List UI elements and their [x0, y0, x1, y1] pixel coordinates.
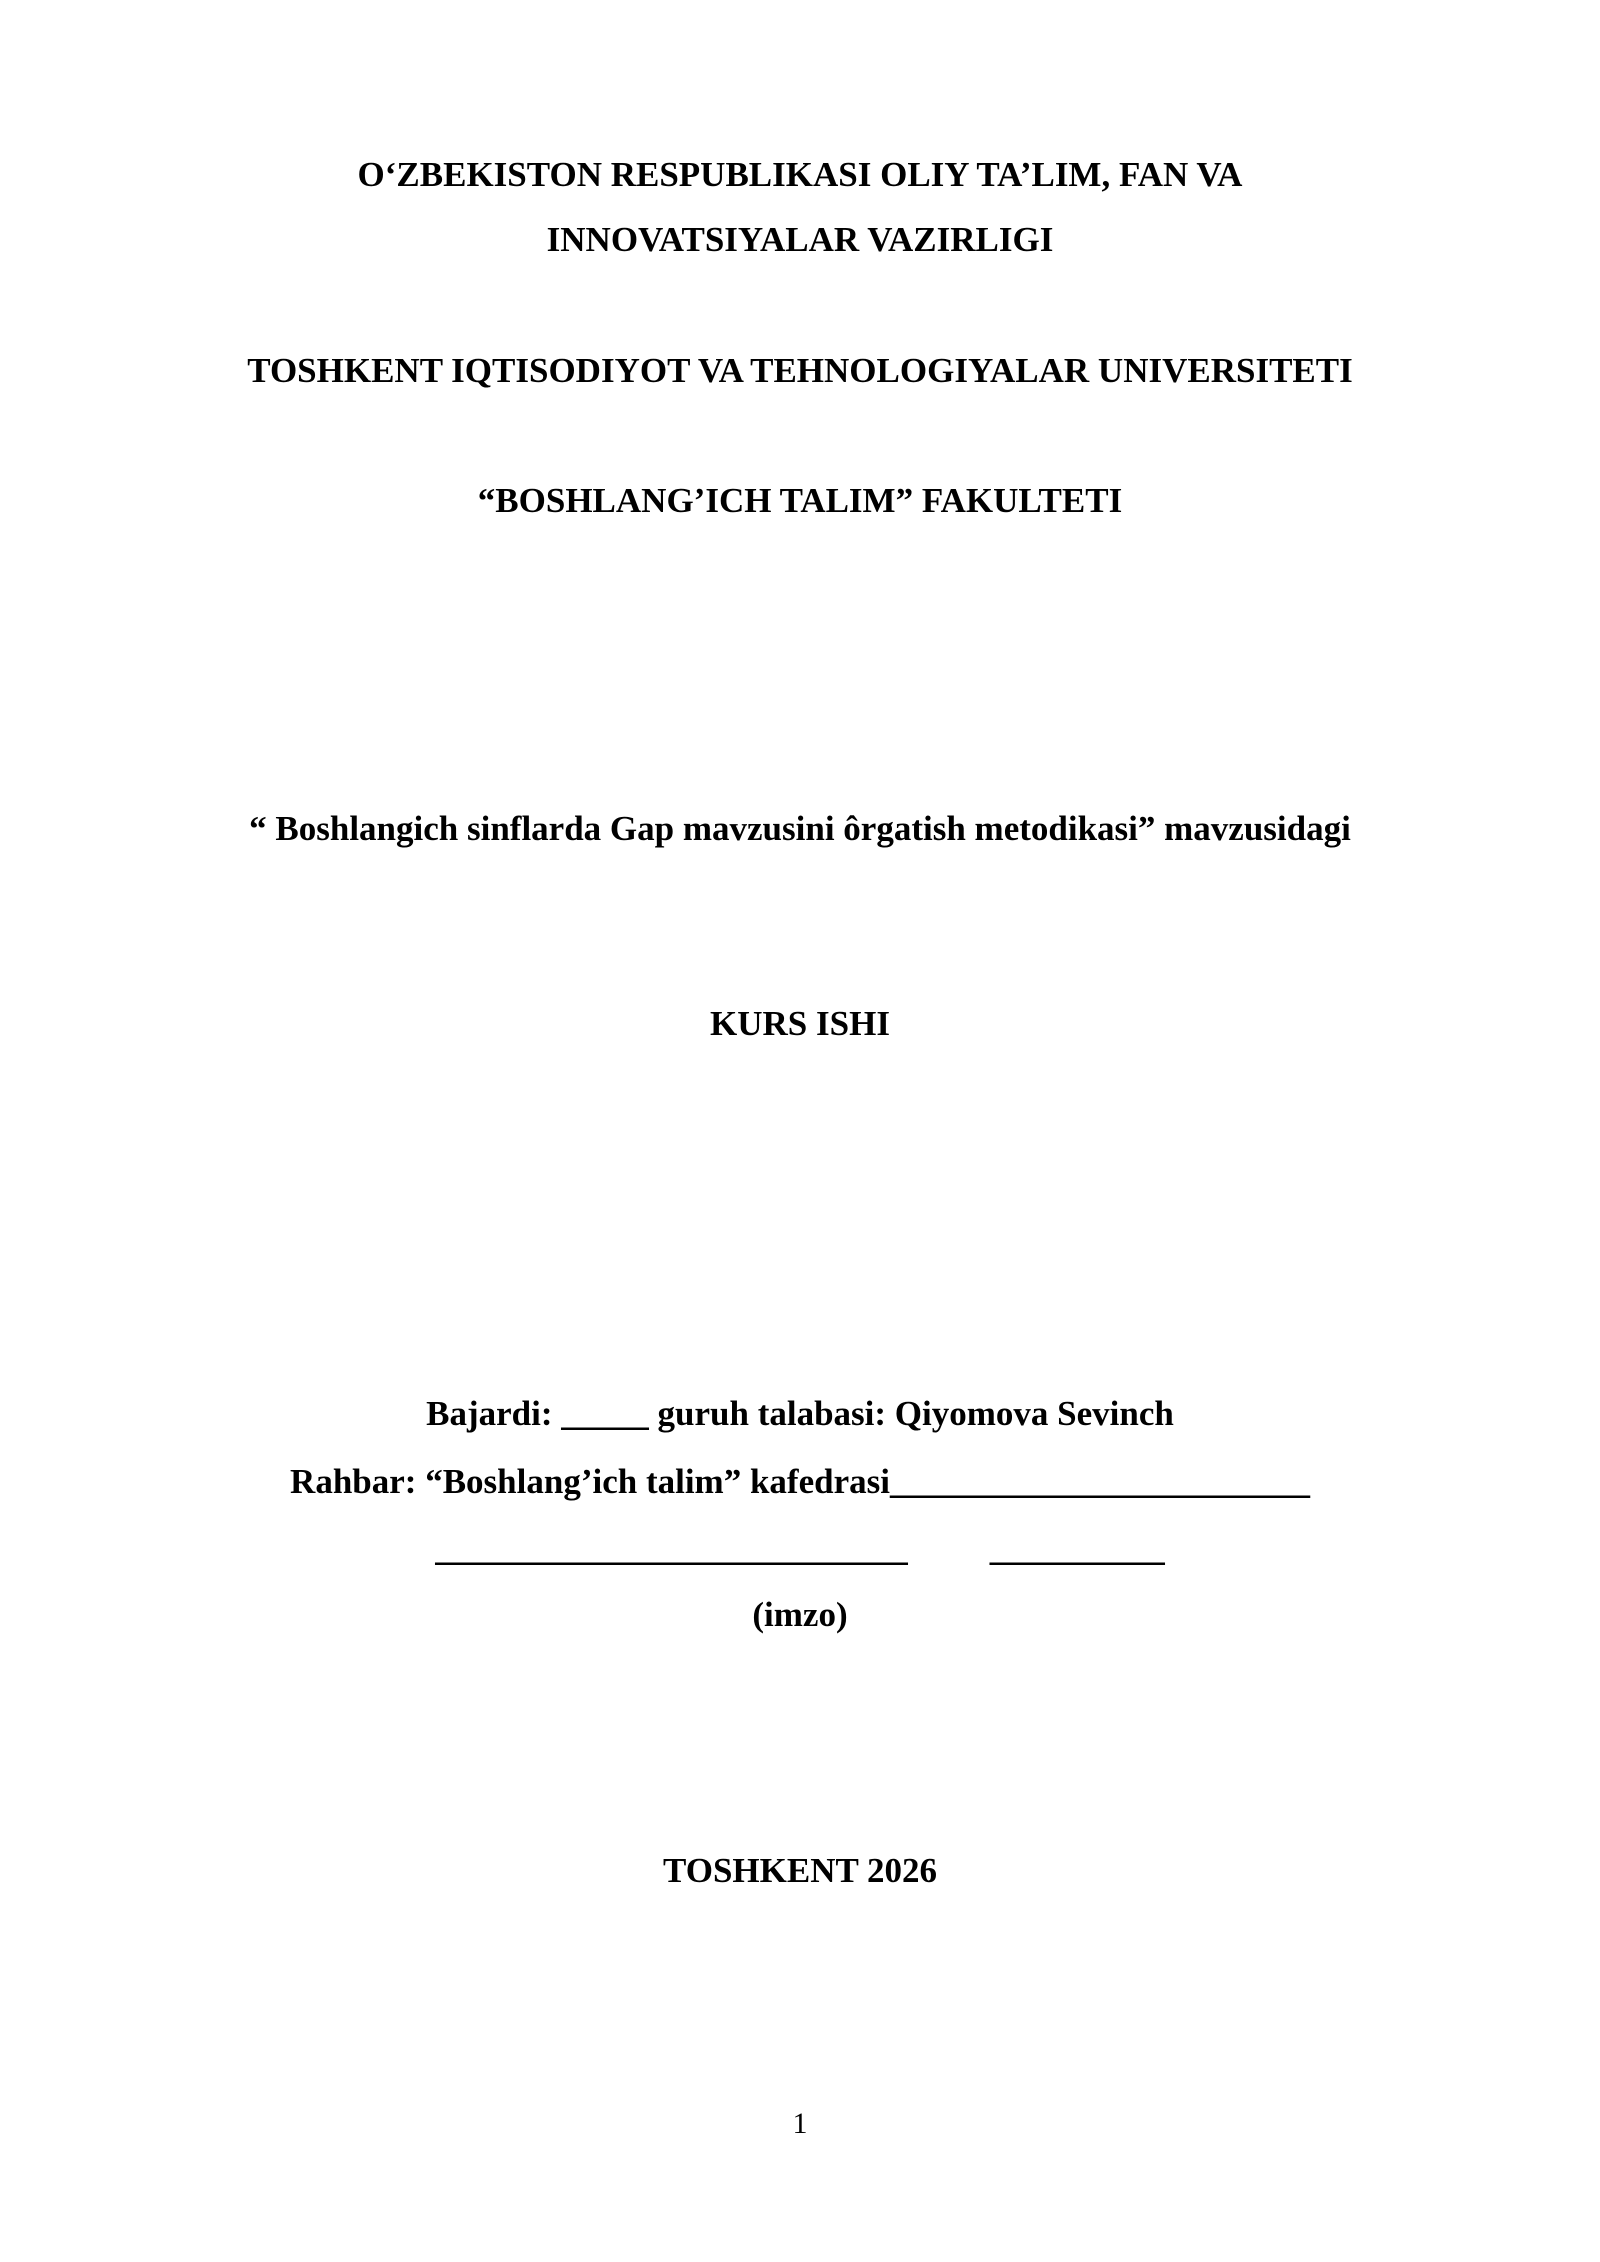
signature-blank: __________ [989, 1529, 1165, 1568]
student-line: Bajardi: _____ guruh talabasi: Qiyomova Sevinch [426, 1394, 1174, 1433]
signature-caption: (imzo) [752, 1595, 848, 1634]
signature-line [0, 1527, 1600, 1571]
faculty-name: “BOSHLANG’ICH TALIM” FAKULTETI [477, 481, 1123, 520]
page-number: 1 [792, 2107, 808, 2140]
signature-name-blank: ___________________________ [435, 1529, 908, 1568]
topic-title: “ Boshlangich sinflarda Gap mavzusini ôrgatish metodikasi” mavzusidagi [249, 809, 1351, 848]
city-year: TOSHKENT 2026 [663, 1851, 937, 1890]
university-name: TOSHKENT IQTISODIYOT VA TEHNOLOGIYALAR UNIVERSITETI [247, 351, 1353, 390]
ministry-title-line-1: O‘ZBEKISTON RESPUBLIKASI OLIY TA’LIM, FAN VA [357, 155, 1243, 194]
work-type: KURS ISHI [710, 1004, 890, 1043]
supervisor-line: Rahbar: “Boshlang’ich talim” kafedrasi________________________ [290, 1462, 1310, 1501]
ministry-title-line-2: INNOVATSIYALAR VAZIRLIGI [546, 220, 1054, 259]
